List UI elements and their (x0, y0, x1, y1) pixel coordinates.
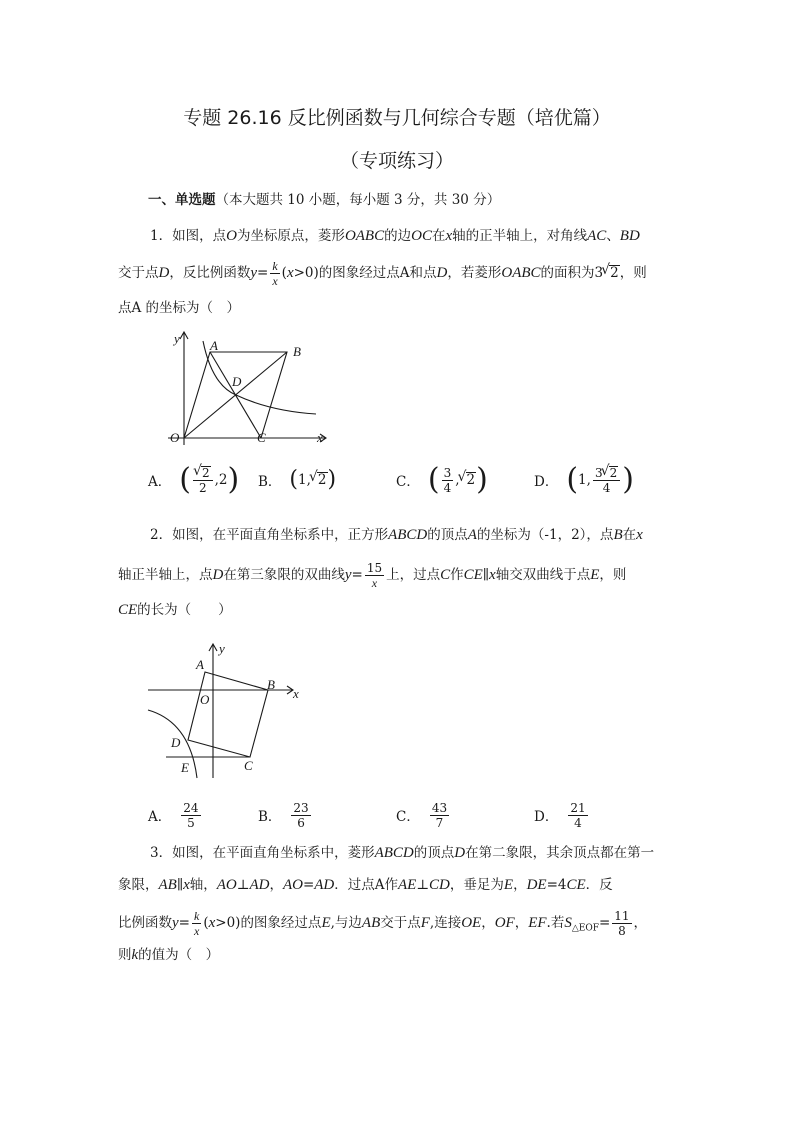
q1-line2: 交于点D，反比例函数y= $\frac{k}{x}$ (x>0)的图象经过点A和点D，若菱形OABC的面积为3√ 2，则 (118, 260, 647, 287)
q2-line3: CE的长为（ ） (118, 602, 232, 618)
q2-label-x: x (293, 686, 299, 701)
q2-option-c[interactable]: C． $\frac{43}{7}$ (396, 800, 448, 830)
q2-option-d[interactable]: D． $\frac{21}{4}$ (534, 800, 586, 830)
q2-line1: 2．如图，在平面直角坐标系中，正方形ABCD的顶点A的坐标为（-1，2），点B在x (150, 527, 643, 543)
q1-label-a: A (210, 338, 218, 353)
q2-label-a: A (196, 657, 204, 672)
q1-option-c[interactable]: C． ( $\frac{3}{4}$ , √ 2 ) (396, 460, 488, 500)
q2-option-b[interactable]: B． $\frac{23}{6}$ (258, 800, 309, 830)
q1-label-b: B (293, 344, 301, 359)
q1-option-d[interactable]: D． ( 1, $\frac{3√ 2}{4}$ ) (534, 460, 634, 500)
q1-figure (160, 325, 340, 450)
q2-line2: 轴正半轴上，点D在第三象限的双曲线y= $\frac{15}{x}$ 上，过点C作CE∥x轴交双曲线于点E，则 (118, 561, 627, 590)
q2-option-a[interactable]: A． $\frac{24}{5}$ (148, 800, 199, 830)
q1-label-c: C (257, 430, 266, 445)
page-subtitle: （专项练习） (339, 150, 454, 172)
q2-label-d: D (171, 735, 181, 750)
q1-label-o: O (170, 430, 180, 445)
q1-option-a[interactable]: A． ( √ $\frac{2}{2}$ ,2 ) (148, 460, 239, 500)
q1-line1: 1．如图，点O为坐标原点，菱形OABC的边OC在x轴的正半轴上，对角线AC、BD (150, 228, 640, 244)
q1-label-x: x (317, 430, 323, 445)
q2-label-y: y (219, 641, 225, 656)
q2-label-o: O (200, 692, 210, 707)
page-title: 专题 26.16 反比例函数与几何综合专题（培优篇） (183, 107, 611, 129)
q1-label-d: D (232, 374, 242, 389)
q2-figure (140, 640, 310, 785)
q1-line3: 点A 的坐标为（ ） (118, 300, 241, 316)
q3-line2: 象限，AB∥x轴，AO⊥AD，AO=AD．过点A作AE⊥CD，垂足为E，DE=4CE．反 (118, 877, 613, 893)
q1-option-b[interactable]: B． ( 1, √ 2 ) (258, 460, 336, 500)
q2-label-e: E (181, 760, 189, 775)
q2-label-c: C (244, 758, 253, 773)
q3-line1: 3．如图，在平面直角坐标系中，菱形ABCD的顶点D在第二象限，其余顶点都在第一 (150, 845, 655, 861)
q3-line3: 比例函数y= $\frac{k}{x}$ (x>0)的图象经过点E,与边AB交于点F,连接OE，OF，EF.若$S_{\triangle EOF}=$ $\frac{11}{8}$ ， (118, 909, 648, 938)
section-heading: 一、单选题（本大题共 10 小题，每小题 3 分，共 30 分） (148, 192, 501, 208)
q2-label-b: B (267, 677, 275, 692)
q2-square (188, 672, 268, 757)
q3-line4: 则k的值为（ ） (118, 947, 220, 963)
q1-label-y: y (174, 331, 180, 346)
